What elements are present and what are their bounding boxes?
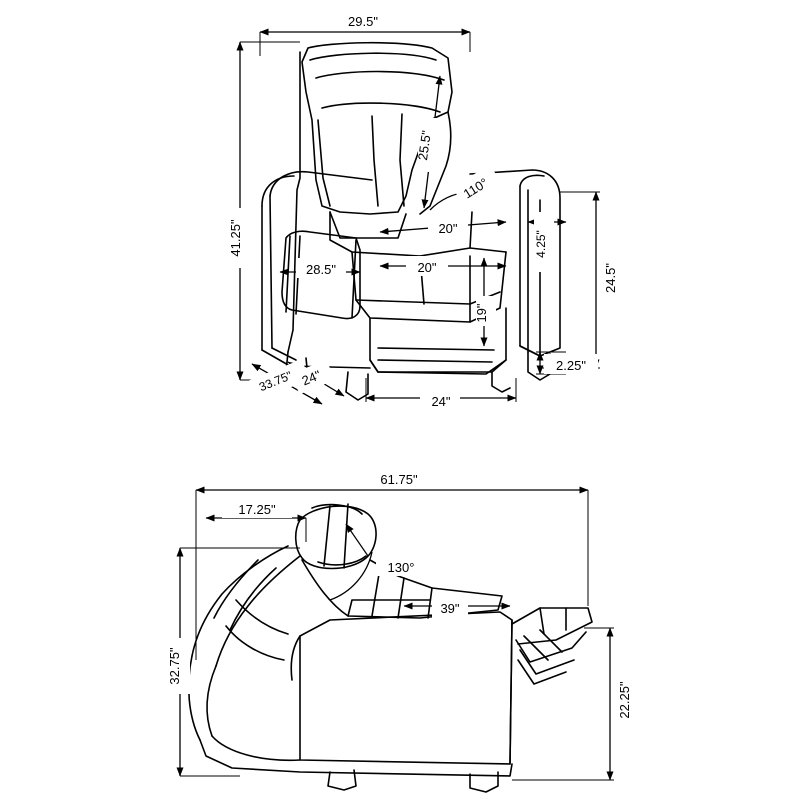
label-overall-width: 29.5" [348, 14, 378, 29]
label-seat-height: 19" [474, 303, 489, 323]
label-seat-width-inner: 20" [417, 260, 437, 275]
label-seat-depth: 20" [438, 221, 458, 236]
label-base-width: 24" [431, 394, 451, 409]
label-side-length: 28.5" [306, 262, 336, 277]
side-view-labels [167, 470, 640, 728]
label-reclined-seat-length: 39" [440, 601, 460, 616]
label-headrest-length: 17.25" [238, 502, 276, 517]
label-back-height: 25.5" [415, 129, 435, 162]
label-arm-width: 4.25" [534, 230, 548, 258]
label-seat-back-angle: 110° [460, 174, 491, 202]
label-arm-height: 24.5" [603, 263, 618, 293]
side-view-dimensions [180, 490, 614, 780]
label-reclined-length: 61.75" [380, 472, 418, 487]
front-view-group [262, 43, 560, 400]
label-clearance: 2.25" [556, 358, 586, 373]
label-base-depth: 24" [299, 367, 323, 389]
side-view-group [189, 504, 592, 792]
label-reclined-height: 32.75" [167, 647, 182, 685]
label-depth: 33.75" [256, 368, 295, 395]
front-view-labels [226, 12, 626, 410]
label-recline-angle: 130° [387, 560, 415, 575]
label-overall-height: 41.25" [228, 219, 243, 257]
label-footrest-height: 22.25" [617, 681, 632, 719]
